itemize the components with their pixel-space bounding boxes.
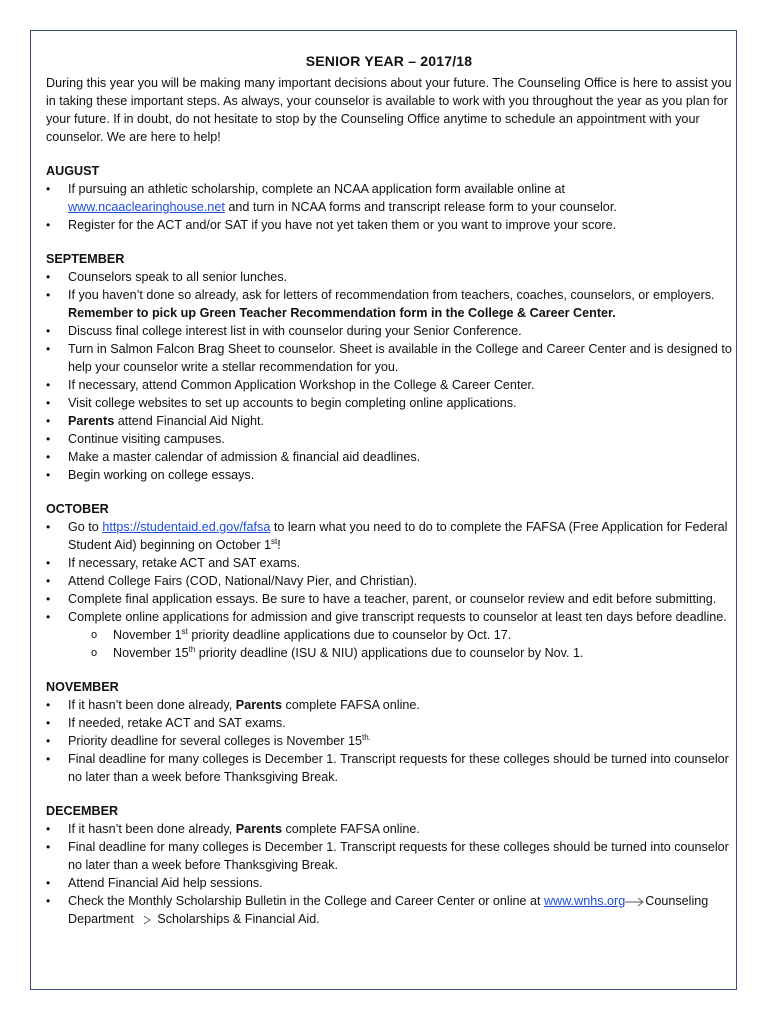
arrow-right-icon [625, 897, 645, 907]
bullet-icon: • [46, 270, 51, 284]
bullet-icon: • [46, 450, 51, 464]
bullet-icon: • [46, 556, 51, 570]
section-december [46, 802, 732, 928]
list-item [46, 820, 732, 838]
list-item-text: Counseling Department [68, 894, 709, 926]
list-item [46, 554, 732, 572]
list-item-text: complete FAFSA online. [282, 822, 420, 836]
section-heading-september: SEPTEMBER [46, 252, 125, 266]
list-item-text: priority deadline (ISU & NIU) applications due to counselor by Nov. 1. [195, 646, 584, 660]
list-item [46, 608, 732, 626]
list-item [46, 572, 732, 590]
bullet-icon: • [46, 822, 51, 836]
list-item [46, 268, 732, 286]
list-item [46, 732, 732, 750]
october-list [46, 518, 732, 626]
list-item-text: If necessary, retake ACT and SAT exams. [68, 556, 301, 570]
list-item [46, 448, 732, 466]
circle-bullet-icon: o [91, 647, 98, 659]
document-body [46, 52, 732, 928]
bullet-icon: • [46, 716, 51, 730]
list-item-text: Complete final application essays. Be sure to have a teacher, parent, or counselor review and edit before submitting. [68, 592, 717, 606]
list-item-text: Final deadline for many colleges is December 1. Transcript requests for these colleges should be turned into counselor no later than a week before Thanksgiving Break. [68, 840, 729, 872]
list-item [46, 286, 732, 322]
list-item-text: Scholarships & Financial Aid. [157, 912, 320, 926]
ncaa-link[interactable]: www.ncaaclearinghouse.net [68, 200, 225, 214]
intro-paragraph: During this year you will be making many important decisions about your future. The Counseling Office is here to assist you in taking these important steps. As always, your counselor is available to work with you throughout the year as you plan for your future. If in doubt, do not hesitate to stop by the Counseling Office anytime to schedule an appointment with your counselor. We are here to help! [46, 76, 732, 144]
bullet-icon: • [46, 414, 51, 428]
list-item-text: If it hasn’t been done already, [68, 698, 236, 712]
list-item-text: Counselors speak to all senior lunches. [68, 270, 288, 284]
section-heading-november: NOVEMBER [46, 680, 119, 694]
fafsa-link[interactable]: https://studentaid.ed.gov/fafsa [102, 520, 271, 534]
list-item [46, 340, 732, 376]
list-item-text: If it hasn’t been done already, [68, 822, 236, 836]
section-september [46, 250, 732, 484]
section-august [46, 162, 732, 234]
bullet-icon: • [46, 752, 51, 766]
list-item-text: Discuss final college interest list in with counselor during your Senior Conference. [68, 324, 522, 338]
list-item-text: Turn in Salmon Falcon Brag Sheet to counselor. Sheet is available in the College and Career Center and is designed to help your counselor write a stellar recommendation for you. [68, 342, 732, 374]
bullet-icon: • [46, 894, 51, 908]
section-november [46, 678, 732, 786]
list-item-text: Attend Financial Aid help sessions. [68, 876, 263, 890]
list-item [46, 892, 732, 928]
list-item-text: If pursuing an athletic scholarship, complete an NCAA application form available online at [68, 182, 566, 196]
list-item-text: Go to [68, 520, 103, 534]
sub-list-item [46, 626, 732, 644]
list-item [46, 180, 732, 216]
list-item [46, 216, 732, 234]
august-list [46, 180, 732, 234]
list-item-text: November 15 [113, 646, 189, 660]
section-heading-august: AUGUST [46, 164, 100, 178]
bullet-icon: • [46, 378, 51, 392]
list-item-emphasis: Parents [68, 414, 115, 428]
bullet-icon: • [46, 698, 51, 712]
list-item-text: complete FAFSA online. [282, 698, 420, 712]
list-item [46, 376, 732, 394]
october-sublist [46, 626, 732, 662]
superscript: th [188, 644, 196, 654]
section-heading-december: DECEMBER [46, 804, 119, 818]
list-item [46, 696, 732, 714]
bullet-icon: • [46, 610, 51, 624]
superscript: st [181, 626, 188, 636]
bullet-icon: • [46, 182, 51, 196]
list-item [46, 518, 732, 554]
bullet-icon: • [46, 288, 51, 302]
list-item-text: Register for the ACT and/or SAT if you have not yet taken them or you want to improve your score. [68, 218, 617, 232]
list-item-text: ! [277, 538, 281, 552]
list-item [46, 838, 732, 874]
section-october [46, 500, 732, 662]
wnhs-link[interactable]: www.wnhs.org [544, 894, 626, 908]
list-item [46, 750, 732, 786]
superscript: th. [362, 732, 371, 742]
list-item-text: Complete online applications for admission and give transcript requests to counselor at least ten days before deadline. [68, 610, 727, 624]
bullet-icon: • [46, 324, 51, 338]
list-item-text: Continue visiting campuses. [68, 432, 225, 446]
list-item-text: to learn what you need to do to complete the FAFSA (Free Application for Federal Student Aid) beginning on October 1 [68, 520, 728, 552]
circle-bullet-icon: o [91, 629, 98, 641]
list-item [46, 874, 732, 892]
list-item-text: If necessary, attend Common Application Workshop in the College & Career Center. [68, 378, 535, 392]
list-item-text: Visit college websites to set up accounts to begin completing online applications. [68, 396, 517, 410]
list-item [46, 322, 732, 340]
list-item [46, 590, 732, 608]
bullet-icon: • [46, 520, 51, 534]
bullet-icon: • [46, 876, 51, 890]
list-item [46, 430, 732, 448]
list-item-emphasis: Parents [235, 698, 282, 712]
sub-list-item [46, 644, 732, 662]
bullet-icon: • [46, 468, 51, 482]
page-title: SENIOR YEAR – 2017/18 [305, 53, 473, 69]
list-item-emphasis: Parents [235, 822, 282, 836]
list-item-text: If needed, retake ACT and SAT exams. [68, 716, 286, 730]
bullet-icon: • [46, 218, 51, 232]
list-item-text: priority deadline applications due to counselor by Oct. 17. [187, 628, 512, 642]
list-item [46, 394, 732, 412]
list-item-text: November 1 [113, 628, 182, 642]
list-item-text: Priority deadline for several colleges is November 15 [68, 734, 362, 748]
list-item-text: If you haven’t done so already, ask for letters of recommendation from teachers, coaches, counselors, or employers. [68, 288, 715, 302]
list-item-text: and turn in NCAA forms and transcript release form to your counselor. [224, 200, 617, 214]
bullet-icon: • [46, 734, 51, 748]
list-item-text: Begin working on college essays. [68, 468, 255, 482]
list-item-text: Check the Monthly Scholarship Bulletin in the College and Career Center or online at [68, 894, 545, 908]
list-item [46, 714, 732, 732]
bullet-icon: • [46, 592, 51, 606]
arrow-right-icon [137, 915, 157, 925]
bullet-icon: • [46, 342, 51, 356]
list-item-emphasis: Remember to pick up Green Teacher Recommendation form in the College & Career Center. [68, 306, 616, 320]
list-item [46, 412, 732, 430]
list-item-text: Make a master calendar of admission & financial aid deadlines. [68, 450, 421, 464]
bullet-icon: • [46, 396, 51, 410]
bullet-icon: • [46, 840, 51, 854]
list-item-text: Attend College Fairs (COD, National/Navy Pier, and Christian). [68, 574, 418, 588]
december-list [46, 820, 732, 928]
superscript: st [271, 536, 278, 546]
november-list [46, 696, 732, 786]
september-list [46, 268, 732, 484]
section-heading-october: OCTOBER [46, 502, 109, 516]
list-item-text: attend Financial Aid Night. [114, 414, 265, 428]
list-item-text: Final deadline for many colleges is December 1. Transcript requests for these colleges should be turned into counselor no later than a week before Thanksgiving Break. [68, 752, 729, 784]
bullet-icon: • [46, 432, 51, 446]
bullet-icon: • [46, 574, 51, 588]
list-item [46, 466, 732, 484]
